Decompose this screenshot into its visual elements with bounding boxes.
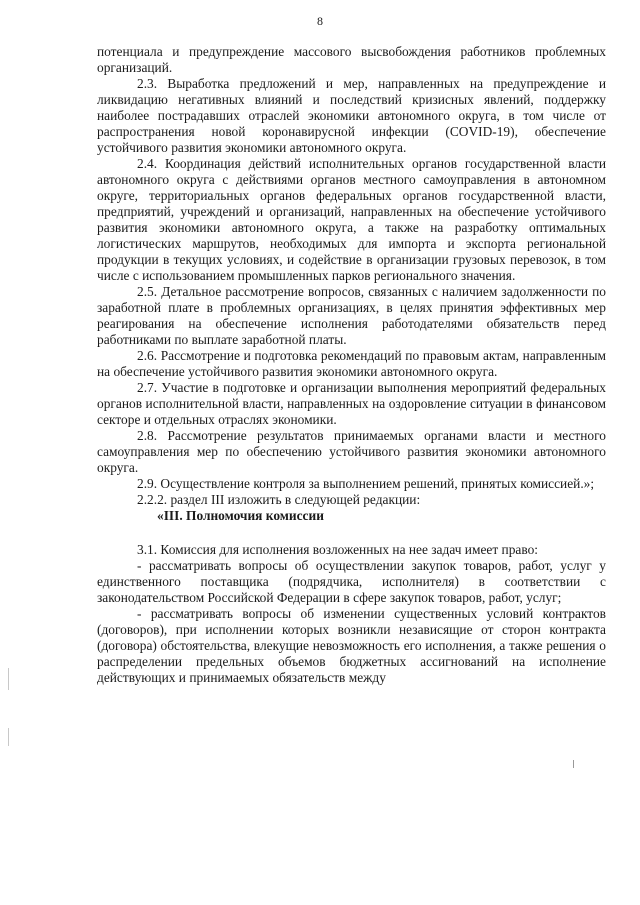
paragraph-continuation: потенциала и предупреждение массового высвобождения работников проблемных организаций. xyxy=(97,44,606,75)
list-item-contracts: - рассматривать вопросы об изменении существенных условий контрактов (договоров), при исполнении которых возникли независящие от сторон контракта (договора) обстоятельства, влекущие невозможность его исполнения, а также решения о распределении предельных объемов бюджетных ассигнований на исполнение действующих и принимаемых обязательств между xyxy=(97,606,606,685)
paragraph-2-7: 2.7. Участие в подготовке и организации выполнения мероприятий федеральных органов исполнительной власти, направленных на оздоровление ситуации в финансовом секторе и отдельных отраслях экономики. xyxy=(97,380,606,427)
paragraph-2-4: 2.4. Координация действий исполнительных органов государственной власти автономного округа с действиями органов местного самоуправления в автономном округе, территориальных органов федеральных органов государственной власти, предприятий, учреждений и организаций, направленных на обеспечение устойчивого развития экономики автономного округа, а также на разработку оптимальных логистических маршрутов, необходимых для импорта и экспорта региональной продукции в текущих условиях, и содействие в организации грузовых перевозок, в том числе с использованием промышленных парков регионального значения. xyxy=(97,156,606,283)
document-body xyxy=(97,44,606,686)
section-heading: «III. Полномочия комиссии xyxy=(157,508,324,523)
paragraph-2-9: 2.9. Осуществление контроля за выполнением решений, принятых комиссией.»; xyxy=(137,476,595,491)
paragraph-2-2-2: 2.2.2. раздел III изложить в следующей редакции: xyxy=(137,492,421,507)
page-number: 8 xyxy=(317,14,323,28)
scan-speck xyxy=(573,760,574,768)
spacer xyxy=(97,524,606,542)
paragraph-2-8: 2.8. Рассмотрение результатов принимаемых органами власти и местного самоуправления мер по обеспечению устойчивого развития экономики автономного округа. xyxy=(97,428,606,475)
paragraph-2-3: 2.3. Выработка предложений и мер, направленных на предупреждение и ликвидацию негативных влияний и последствий кризисных явлений, поддержку наиболее пострадавших отраслей экономики автономного округа, в том числе от распространения новой коронавирусной инфекции (COVID-19), обеспечение устойчивого развития экономики автономного округа. xyxy=(97,76,606,155)
list-item-procurement: - рассматривать вопросы об осуществлении закупок товаров, работ, услуг у единственного поставщика (подрядчика, исполнителя) в соответствии с законодательством Российской Федерации в сфере закупок товаров, работ, услуг; xyxy=(97,558,606,605)
margin-scan-mark xyxy=(8,728,9,746)
margin-scan-mark xyxy=(8,668,9,690)
paragraph-2-5: 2.5. Детальное рассмотрение вопросов, связанных с наличием задолженности по заработной плате в проблемных организациях, в целях принятия эффективных мер реагирования на обеспечение исполнения работодателями обязательств перед работниками по выплате заработной платы. xyxy=(97,284,606,347)
paragraph-2-6: 2.6. Рассмотрение и подготовка рекомендаций по правовым актам, направленным на обеспечение устойчивого развития экономики автономного округа. xyxy=(97,348,606,379)
paragraph-3-1: 3.1. Комиссия для исполнения возложенных на нее задач имеет право: xyxy=(137,542,538,557)
